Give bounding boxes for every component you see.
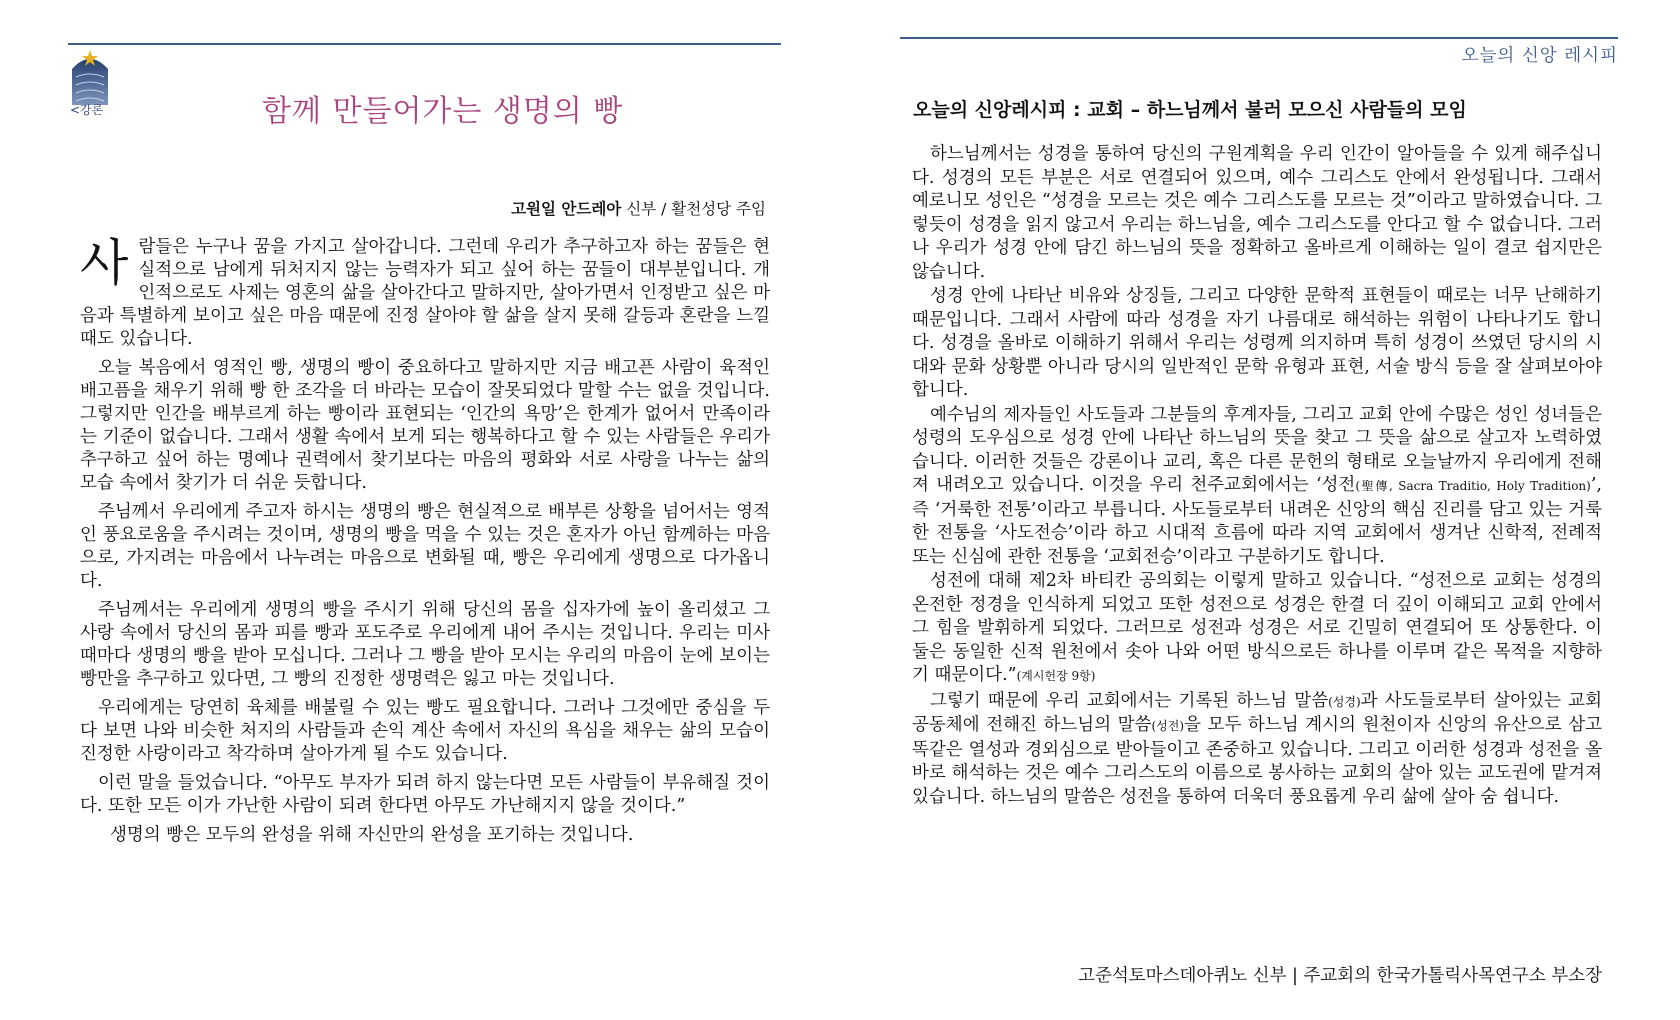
sermon-body bbox=[80, 236, 770, 853]
page-title: 함께 만들어가는 생명의 빵 bbox=[262, 94, 624, 129]
paragraph: 주님께서 우리에게 주고자 하시는 생명의 빵은 현실적으로 배부른 상황을 넘어서는 영적인 풍요로움을 주시려는 것이며, 생명의 빵을 먹을 수 있는 것은 혼자가 아닌 함께하는 마음으로, 가지려는 마음에서 나누려는 마음으로 변화될 때, 빵은 우리에게 생명으로 다가옵니다. bbox=[80, 502, 770, 591]
paragraph: 예수님의 제자들인 사도들과 그분들의 후계자들, 그리고 교회 안에 수많은 성인 성녀들은 성령의 도우심으로 성경 안에 나타난 하느님의 뜻을 찾고 그 뜻을 삶으로 살고자 노력하였습니다. 이러한 것들은 강론이나 교리, 혹은 다른 문헌의 형태로 오늘날까지 우리에게 전해져 내려오고 있습니다. 이것을 우리 천주교회에서는 ‘성전(聖傳, Sacra Traditio, Holy Tradition)’, 즉 ‘거룩한 전통’이라고 부릅니다. 사도들로부터 내려온 신앙의 핵심 진리를 담고 있는 거룩한 전통을 ‘사도전승’이라 하고 시대적 흐름에 따라 지역 교회에서 생겨난 신학적, 전례적 또는 신심에 관한 전통을 ‘교회전승’이라고 구분하기도 합니다. bbox=[912, 404, 1602, 567]
paragraph: 우리에게는 당연히 육체를 배불릴 수 있는 빵도 필요합니다. 그러나 그것에만 중심을 두다 보면 나와 비슷한 처지의 사람들과 손익 계산 속에서 자신의 욕심을 채우는 삶의 모습이 진정한 사랑이라고 착각하며 살아가게 될 수도 있습니다. bbox=[80, 698, 770, 764]
paragraph: 성경 안에 나타난 비유와 상징들, 그리고 다양한 문학적 표현들이 때로는 너무 난해하기 때문입니다. 그래서 사람에 따라 성경을 자기 나름대로 해석하는 위험이 나타나기도 합니다. 성경을 올바로 이해하기 위해서 우리는 성령께 의지하며 특히 성경이 쓰였던 당시의 시대와 문화 상황뿐 아니라 당시의 일반적인 문학 유형과 표현, 서술 방식 등을 잘 살펴보아야 합니다. bbox=[912, 286, 1602, 400]
paragraph: 이런 말을 들었습니다. “아무도 부자가 되려 하지 않는다면 모든 사람들이 부유해질 것이다. 또한 모든 이가 가난한 사람이 되려 한다면 아무도 가난해지지 않을 것이다.” bbox=[80, 773, 770, 816]
paragraph: 주님께서는 우리에게 생명의 빵을 주시기 위해 당신의 몸을 십자가에 높이 올리셨고 그 사랑 속에서 당신의 몸과 피를 빵과 포도주로 우리에게 내어 주시는 것입니다. 우리는 미사 때마다 생명의 빵을 받아 모십니다. 그러나 그 빵을 받아 모시는 우리의 마음이 눈에 보이는 빵만을 추구하고 있다면, 그 빵의 진정한 생명력은 잃고 마는 것입니다. bbox=[80, 600, 770, 689]
paragraph: 성전에 대해 제2차 바티칸 공의회는 이렇게 말하고 있습니다. “성전으로 교회는 성경의 온전한 정경을 인식하게 되었고 또한 성전으로 성경은 한결 더 깊이 이해되고 교회 안에서 그 힘을 발휘하게 되었다. 그러므로 성전과 성경은 서로 긴밀히 연결되어 또 상통한다. 이 둘은 동일한 신적 원천에서 솟아 나와 어떤 방식으로든 하나를 이루며 같은 목적을 지향하기 때문이다.”(계시헌장 9항) bbox=[912, 571, 1602, 685]
article-title: 오늘의 신앙레시피 : 교회 – 하느님께서 불러 모으신 사람들의 모임 bbox=[913, 99, 1467, 121]
top-rule bbox=[68, 43, 781, 45]
paragraph: 생명의 빵은 모두의 완성을 위해 자신만의 완성을 포기하는 것입니다. bbox=[110, 825, 634, 845]
article-body bbox=[912, 143, 1602, 810]
author-signature: 고준석토마스데아퀴노 신부 | 주교회의 한국가톨릭사목연구소 부소장 bbox=[1078, 966, 1602, 986]
section-header: 오늘의 신앙 레시피 bbox=[1461, 46, 1618, 66]
paragraph: 사람들은 누구나 꿈을 가지고 살아갑니다. 그런데 우리가 추구하고자 하는 꿈들은 현실적으로 남에게 뒤처지지 않는 능력자가 되고 싶어 하는 꿈들이 대부분입니다. 개인적으로도 사제는 영혼의 삶을 살아간다고 말하지만, 살아가면서 인정받고 싶은 마음과 특별하게 보이고 싶은 마음 때문에 진정 살아야 할 삶을 살지 못해 갈등과 혼란을 느낄 때도 있습니다. bbox=[80, 234, 770, 349]
author-name: 고원일 안드레아 bbox=[511, 200, 622, 218]
paragraph: 그렇기 때문에 우리 교회에서는 기록된 하느님 말씀(성경)과 사도들로부터 살아있는 교회 공동체에 전해진 하느님의 말씀(성전)을 모두 하느님 계시의 원천이자 신앙의 유산으로 삼고 똑같은 열성과 경외심으로 받아들이고 존중하고 있습니다. 그리고 이러한 성경과 성전을 올바로 해석하는 것은 예수 그리스도의 이름으로 봉사하는 교회의 살아 있는 교도권에 맡겨져 있습니다. 하느님의 말씀은 성전을 통하여 더욱더 풍요롭게 우리 삶에 살아 숨 쉽니다. bbox=[912, 690, 1602, 807]
top-rule-right bbox=[900, 37, 1618, 39]
dropcap: 사 bbox=[80, 234, 129, 292]
paragraph: 하느님께서는 성경을 통하여 당신의 구원계획을 우리 인간이 알아들을 수 있게 해주십니다. 성경의 모든 부분은 서로 연결되어 있으며, 예수 그리스도 안에서 완성됩니다. 그래서 예로니모 성인은 “성경을 모르는 것은 예수 그리스도를 모르는 것”이라고 말하였습니다. 그렇듯이 성경을 읽지 않고서 우리는 하느님을, 예수 그리스도를 안다고 할 수 없습니다. 그러나 우리가 성경 안에 담긴 하느님의 뜻을 정확하고 올바르게 이해하는 일이 결코 쉽지만은 않습니다. bbox=[912, 144, 1602, 282]
author-role: 신부 / 활천성당 주임 bbox=[621, 200, 766, 218]
author-byline bbox=[320, 197, 766, 219]
paragraph: 오늘 복음에서 영적인 빵, 생명의 빵이 중요하다고 말하지만 지금 배고픈 사람이 육적인 배고픔을 채우기 위해 빵 한 조각을 더 바라는 모습이 잘못되었다 말할 수는 없을 것입니다. 그렇지만 인간을 배부르게 하는 빵이라 표현되는 ‘인간의 욕망’은 한계가 없어서 만족이라는 기준이 없습니다. 그래서 생활 속에서 보게 되는 행복하다고 할 수 있는 사람들은 우리가 추구하고 싶어 하는 명예나 권력에서 찾기보다는 마음의 평화와 서로 사랑을 나누는 삶의 모습 속에서 찾기가 더 쉬운 듯합니다. bbox=[80, 358, 770, 493]
left-page bbox=[0, 0, 800, 1020]
logo-label: <강론 bbox=[70, 103, 104, 117]
